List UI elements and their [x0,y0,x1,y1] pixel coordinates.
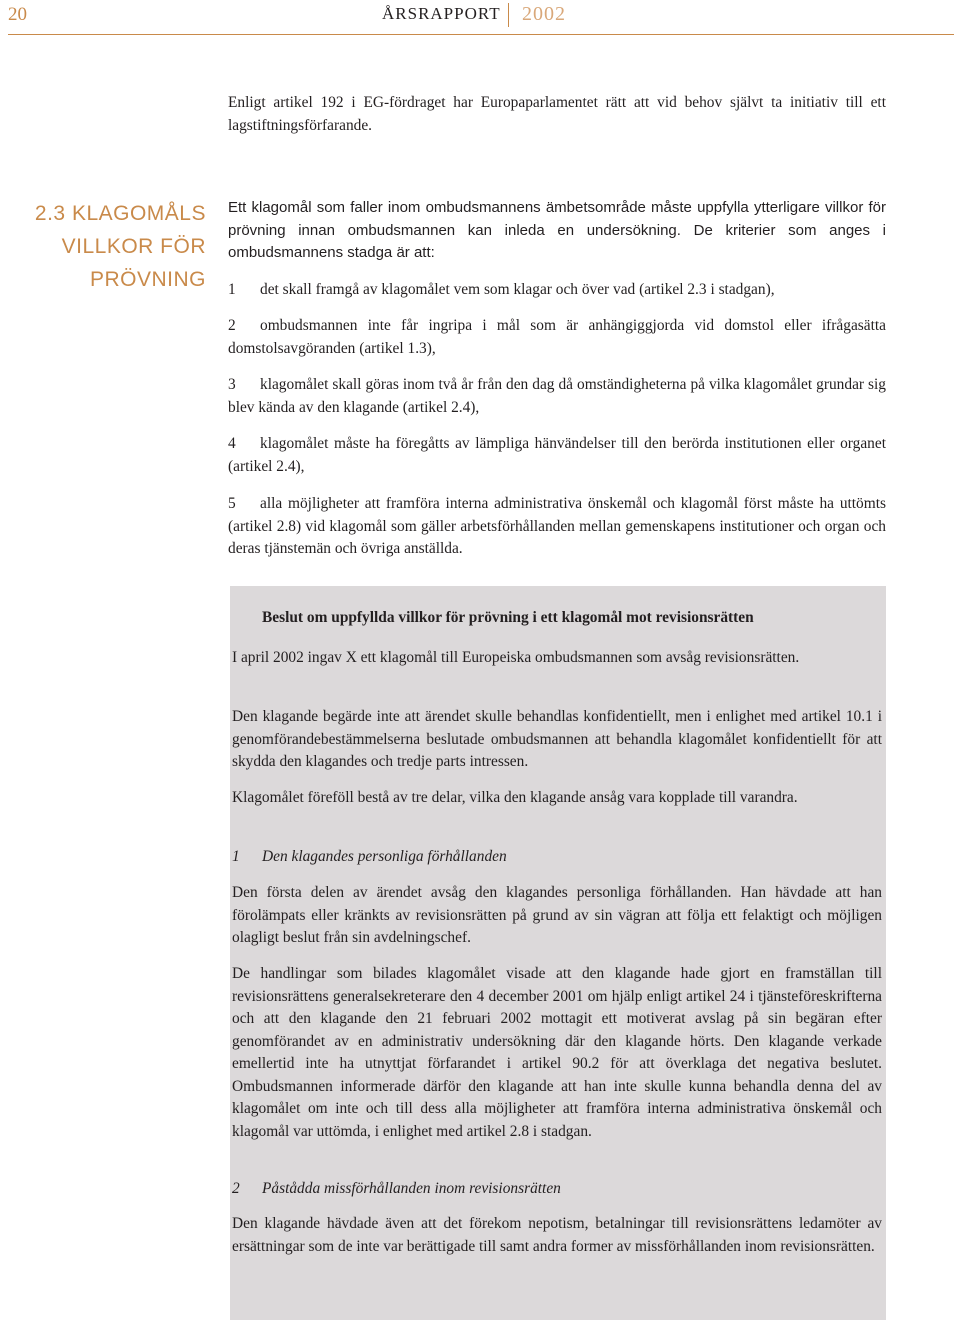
criterion-text: alla möjligheter att framföra interna administrativa önskemål och klagomål först måste ha uttömts (artikel 2.8) vid klagomål som gäller arbetsförhållanden mellan gemenskapens institutioner och organ och deras tjänstemän och övriga anställda. [228,495,886,557]
criterion-3 [228,374,886,419]
case-paragraph-6: Den klagande hävdade även att det förekom nepotism, betalningar till revisionsrättens ledamöter av ersättningar som de inte var berättigade till samt andra former av missförhållanden inom revisionsrätten. [232,1215,882,1255]
section-number: 2.3 [34,202,66,225]
criterion-text: ombudsmannen inte får ingripa i mål som är anhängiggjorda vid domstol eller ifrågasätta domstolsavgöranden (artikel 1.3), [228,317,886,357]
criterion-4 [228,433,886,478]
criterion-5 [228,493,886,561]
subheading-number: 2 [232,1180,240,1197]
case-paragraph-2: Den klagande begärde inte att ärendet skulle behandlas konfidentiellt, men i enlighet med artikel 10.1 i genomförandebestämmelserna beslutade ombudsmannen att behandla klagomålet konfidentiellt för att skydda den klagandes och tredje parts intressen. [232,708,882,770]
criterion-text: klagomålet skall göras inom två år från den dag då omständigheterna på vilka klagomålet grundar sig blev kända av den klagande (artikel 2.4), [228,376,886,416]
criterion-number: 3 [228,376,236,393]
criterion-number: 2 [228,317,236,334]
case-box-title: Beslut om uppfyllda villkor för prövning i ett klagomål mot revisionsrätten [262,609,754,626]
report-title: ÅRSRAPPORT [382,4,501,23]
report-year: 2002 [522,3,566,25]
case-paragraph-4: Den första delen av ärendet avsåg den klagandes personliga förhållanden. Han hävdade att han förolämpats eller kränkts av revisionsrätten på grund av sin vägran att följa ett felaktigt och möjligen olagligt beslut från sin avdelningschef. [232,884,882,946]
criterion-number: 1 [228,281,236,298]
criterion-number: 5 [228,495,236,512]
subheading-title: Påstådda missförhållanden inom revisionsrätten [262,1180,561,1197]
case-subheading-2 [232,1178,882,1201]
header-separator [508,3,509,27]
section-heading-line1: KLAGOMÅLS [71,202,206,225]
page-number: 20 [8,4,27,25]
section-heading-line2: VILLKOR FÖR [61,235,206,258]
case-paragraph-5: De handlingar som bilades klagomålet visade att den klagande hade gjort en framställan till revisionsrättens generalsekreterare den 4 december 2001 om hjälp enligt artikel 24 i tjänsteföreskrifterna och att den klagande den 21 februari 2002 mottagit ett motiverat avslag på sin begäran efter genomförandet av en administrativ undersökning där den klagande hörts. Den klagande verkade emellertid inte ha utnyttjat förfarandet i artikel 90.2 för att överklaga det negativa beslutet. Ombudsmannen informerade därför den klagande att han inte skulle kunna behandla denna del av klagomålet om inte och till dess alla möjligheter att framföra interna administrativa önskemål och klagomål var uttömda, i enlighet med artikel 2.8 i stadgan. [232,965,882,1140]
case-box [230,586,886,1320]
section-heading [0,197,206,296]
section-lead [228,197,886,265]
header-rule [8,34,954,35]
criterion-2 [228,315,886,360]
case-paragraph-1: I april 2002 ingav X ett klagomål till Europeiska ombudsmannen som avsåg revisionsrätten. [232,649,800,666]
page-header [0,0,960,34]
subheading-title: Den klagandes personliga förhållanden [262,848,507,865]
section-heading-line3: PRÖVNING [89,268,206,291]
criterion-number: 4 [228,435,236,452]
case-subheading-1 [232,846,882,869]
subheading-number: 1 [232,848,240,865]
section-lead-sans: Ett klagomål som faller inom ombudsmannens ämbetsområde måste uppfylla ytterligare villkor för prövning innan ombudsmannen kan inleda en undersökning. [228,199,886,239]
section-lead-serif: De kriterier som anges i ombudsmannens stadga är att: [228,221,886,261]
criterion-text: klagomålet måste ha föregåtts av lämpliga hänvändelser till den berörda institutionen eller organet (artikel 2.4), [228,435,886,475]
criterion-1 [228,279,886,302]
intro-paragraph: Enligt artikel 192 i EG-fördraget har Europaparlamentet rätt att vid behov självt ta initiativ till ett lagstiftningsförfarande. [228,94,886,134]
criterion-text: det skall framgå av klagomålet vem som klagar och över vad (artikel 2.3 i stadgan), [260,281,775,298]
case-paragraph-3: Klagomålet föreföll bestå av tre delar, vilka den klagande ansåg vara kopplade till varandra. [232,789,798,806]
